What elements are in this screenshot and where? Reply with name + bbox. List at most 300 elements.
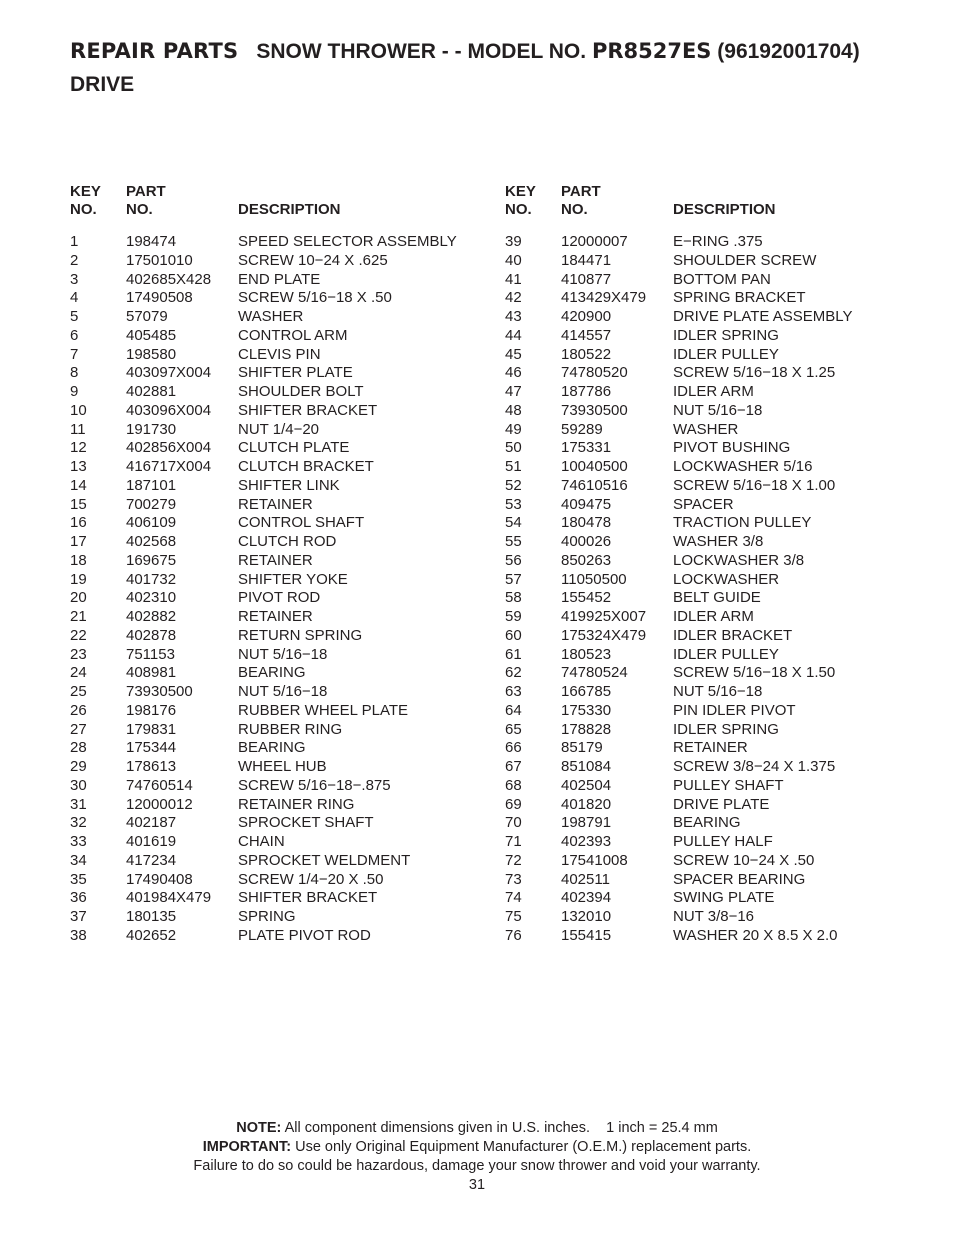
section-title: DRIVE (70, 73, 135, 96)
table-row (505, 683, 935, 702)
key-no: 62 (505, 664, 522, 682)
table-row (505, 814, 935, 833)
description: IDLER BRACKET (673, 626, 793, 644)
key-no: 63 (505, 683, 522, 700)
part-no: 57079 (126, 308, 168, 325)
table-row (505, 252, 935, 271)
table-row (505, 777, 935, 796)
key-no: 76 (505, 926, 522, 944)
part-no: 12000012 (126, 795, 193, 813)
description: SHIFTER BRACKET (238, 401, 378, 419)
key-no: 38 (70, 926, 87, 944)
part-no: 402393 (561, 833, 612, 850)
table-row (505, 477, 935, 496)
table-row (505, 721, 935, 740)
table-row (505, 496, 935, 515)
key-no: 58 (505, 589, 522, 607)
table-row (70, 683, 490, 702)
part-no: 175344 (126, 739, 177, 757)
table-row (505, 589, 935, 608)
table-row (505, 664, 935, 683)
key-no: 52 (505, 476, 522, 494)
table-row (505, 289, 935, 308)
table-row (70, 552, 490, 571)
part-no: 74780524 (561, 664, 628, 682)
description: SPRING (238, 908, 296, 925)
key-no: 17 (70, 533, 87, 550)
key-no: 2 (70, 251, 79, 269)
part-no: 400026 (561, 533, 612, 550)
part-no: 169675 (126, 551, 177, 569)
key-no: 49 (505, 420, 522, 438)
important-label: IMPORTANT: (202, 1139, 292, 1155)
part-no: 402856X004 (126, 439, 212, 457)
description-header: DESCRIPTION (673, 201, 776, 218)
description: RUBBER RING (238, 720, 343, 738)
part-no: 401820 (561, 795, 612, 813)
key-no: 18 (70, 551, 87, 569)
description: WASHER 20 X 8.5 X 2.0 (673, 926, 838, 944)
part-no: 187786 (561, 383, 612, 400)
description: SHIFTER BRACKET (238, 889, 378, 907)
part-no-header: PART NO. (561, 183, 601, 218)
table-row (70, 571, 490, 590)
description: NUT 1/4−20 (238, 420, 320, 438)
description: SCREW 5/16−18 X 1.25 (673, 364, 836, 382)
warning-text: Failure to do so could be hazardous, damage your snow thrower and void your warranty. (193, 1158, 761, 1174)
description-header: DESCRIPTION (238, 201, 341, 218)
key-no: 14 (70, 476, 87, 494)
part-no: 17490408 (126, 870, 193, 888)
key-no: 54 (505, 514, 522, 532)
part-no: 180523 (561, 645, 612, 663)
table-header (505, 183, 935, 219)
table-row (505, 852, 935, 871)
description: SPEED SELECTOR ASSEMBLY (238, 233, 457, 250)
key-no-header: KEY NO. (70, 183, 101, 218)
part-no: 73930500 (561, 401, 628, 419)
part-no: 179831 (126, 720, 177, 738)
part-no: 74780520 (561, 364, 628, 382)
part-no: 413429X479 (561, 289, 647, 307)
part-no: 166785 (561, 683, 612, 700)
table-header (70, 183, 490, 219)
description: NUT 5/16−18 (673, 401, 763, 419)
description: DRIVE PLATE ASSEMBLY (673, 308, 853, 325)
table-row (505, 271, 935, 290)
key-no: 8 (70, 364, 79, 382)
description: RETAINER (238, 551, 313, 569)
part-no: 198176 (126, 701, 177, 719)
key-no: 6 (70, 326, 79, 344)
description: SCREW 3/8−24 X 1.375 (673, 758, 836, 775)
table-row (70, 608, 490, 627)
table-row (505, 439, 935, 458)
key-no: 45 (505, 345, 522, 363)
table-row (505, 552, 935, 571)
description: SPACER BEARING (673, 870, 806, 888)
table-row (505, 702, 935, 721)
part-no: 402504 (561, 776, 612, 794)
part-no: 402685X428 (126, 270, 212, 288)
table-row (70, 271, 490, 290)
table-row (505, 233, 935, 252)
key-no: 3 (70, 270, 79, 288)
key-no: 13 (70, 458, 87, 475)
description: PIVOT BUSHING (673, 439, 791, 457)
page-header (70, 36, 930, 100)
table-row (70, 814, 490, 833)
table-row (70, 871, 490, 890)
table-row (70, 383, 490, 402)
part-no: 175330 (561, 701, 612, 719)
table-row (70, 364, 490, 383)
part-no: 180135 (126, 908, 177, 925)
table-row (505, 364, 935, 383)
description: SCREW 5/16−18 X 1.50 (673, 664, 836, 682)
description: SPRING BRACKET (673, 289, 806, 307)
key-no: 21 (70, 608, 87, 625)
part-no: 180478 (561, 514, 612, 532)
part-no: 155415 (561, 926, 612, 944)
description: E−RING .375 (673, 233, 763, 250)
description: LOCKWASHER 5/16 (673, 458, 813, 475)
description: SCREW 5/16−18−.875 (238, 776, 391, 794)
description: SHOULDER SCREW (673, 251, 817, 269)
part-no: 402881 (126, 383, 177, 400)
table-row (70, 308, 490, 327)
part-no: 409475 (561, 495, 612, 513)
part-no: 402310 (126, 589, 177, 607)
table-row (70, 439, 490, 458)
description: CLEVIS PIN (238, 345, 321, 363)
table-row (70, 589, 490, 608)
table-row (70, 833, 490, 852)
part-no: 410877 (561, 270, 612, 288)
key-no: 71 (505, 833, 522, 850)
key-no: 51 (505, 458, 522, 475)
key-no: 39 (505, 233, 522, 250)
description: SCREW 1/4−20 X .50 (238, 870, 384, 888)
description: IDLER PULLEY (673, 345, 779, 363)
description: PULLEY SHAFT (673, 776, 784, 794)
table-row (505, 871, 935, 890)
description: SCREW 10−24 X .50 (673, 851, 815, 869)
part-no: 402568 (126, 533, 177, 550)
table-row (70, 289, 490, 308)
key-no: 19 (70, 570, 87, 588)
table-row (505, 571, 935, 590)
table-row (505, 327, 935, 346)
model-number: (96192001704) (717, 40, 860, 63)
description: CLUTCH ROD (238, 533, 337, 550)
parts-table-left (70, 183, 490, 944)
product-name: SNOW THROWER - - MODEL NO. (256, 40, 587, 63)
table-row (505, 758, 935, 777)
part-no: 420900 (561, 308, 612, 325)
key-no: 50 (505, 439, 522, 457)
key-no: 68 (505, 776, 522, 794)
table-row (70, 646, 490, 665)
part-no: 419925X007 (561, 608, 647, 625)
key-no: 69 (505, 795, 522, 813)
part-no: 406109 (126, 514, 177, 532)
description: CLUTCH BRACKET (238, 458, 374, 475)
key-no: 1 (70, 233, 79, 250)
table-row (505, 908, 935, 927)
key-no: 72 (505, 851, 522, 869)
table-row (70, 252, 490, 271)
table-row (70, 421, 490, 440)
table-row (505, 533, 935, 552)
description: SHOULDER BOLT (238, 383, 364, 400)
part-no: 402394 (561, 889, 612, 907)
part-no: 73930500 (126, 683, 193, 700)
description: BOTTOM PAN (673, 270, 771, 288)
key-no: 73 (505, 870, 522, 888)
parts-table-right (505, 183, 935, 944)
table-row (505, 608, 935, 627)
description: WASHER (238, 308, 304, 325)
part-no: 10040500 (561, 458, 628, 475)
key-no: 66 (505, 739, 522, 757)
description: BEARING (238, 664, 306, 682)
note-label: NOTE: (236, 1120, 282, 1136)
table-row (505, 889, 935, 908)
table-row (70, 327, 490, 346)
key-no: 61 (505, 645, 522, 663)
table-row (505, 739, 935, 758)
key-no: 20 (70, 589, 87, 607)
conversion-text: 1 inch = 25.4 mm (606, 1120, 718, 1136)
description: BELT GUIDE (673, 589, 761, 607)
part-no: 17490508 (126, 289, 193, 307)
key-no: 41 (505, 270, 522, 288)
description: NUT 3/8−16 (673, 908, 755, 925)
description: PULLEY HALF (673, 833, 773, 850)
part-no: 408981 (126, 664, 177, 682)
part-no: 401619 (126, 833, 177, 850)
part-no: 198580 (126, 345, 177, 363)
description: CHAIN (238, 833, 285, 850)
key-no: 4 (70, 289, 79, 307)
key-no: 22 (70, 626, 87, 644)
part-no: 59289 (561, 420, 603, 438)
key-no: 31 (70, 795, 87, 813)
parts-rows (70, 233, 490, 946)
description: WHEEL HUB (238, 758, 327, 775)
description: RETAINER (238, 608, 313, 625)
description: SCREW 5/16−18 X 1.00 (673, 476, 836, 494)
description: SWING PLATE (673, 889, 775, 907)
key-no: 37 (70, 908, 87, 925)
table-row (505, 421, 935, 440)
description: RETURN SPRING (238, 626, 363, 644)
table-row (70, 458, 490, 477)
part-no: 416717X004 (126, 458, 212, 475)
page-number: 31 (468, 1177, 486, 1193)
table-row (70, 346, 490, 365)
description: NUT 5/16−18 (238, 683, 328, 700)
description: IDLER ARM (673, 608, 754, 625)
table-row (70, 496, 490, 515)
description: SPACER (673, 495, 734, 513)
description: PIN IDLER PIVOT (673, 701, 796, 719)
description: NUT 5/16−18 (673, 683, 763, 700)
description: SCREW 5/16−18 X .50 (238, 289, 392, 307)
part-no: 17501010 (126, 251, 193, 269)
description: WASHER 3/8 (673, 533, 764, 550)
key-no-header: KEY NO. (505, 183, 536, 218)
part-no: 402652 (126, 926, 177, 944)
key-no: 70 (505, 814, 522, 832)
key-no: 11 (70, 420, 86, 438)
table-row (70, 477, 490, 496)
table-row (505, 514, 935, 533)
description: CONTROL ARM (238, 326, 348, 344)
part-no: 191730 (126, 420, 177, 438)
key-no: 24 (70, 664, 87, 682)
key-no: 28 (70, 739, 87, 757)
key-no: 36 (70, 889, 87, 907)
description: CONTROL SHAFT (238, 514, 365, 532)
part-no: 401984X479 (126, 889, 212, 907)
part-no: 178828 (561, 720, 612, 738)
table-row (505, 927, 935, 946)
description: NUT 5/16−18 (238, 645, 328, 663)
table-row (70, 852, 490, 871)
description: SPROCKET WELDMENT (238, 851, 411, 869)
key-no: 15 (70, 495, 87, 513)
table-row (70, 739, 490, 758)
table-row (70, 927, 490, 946)
part-no: 700279 (126, 495, 177, 513)
description: IDLER PULLEY (673, 645, 779, 663)
table-row (70, 721, 490, 740)
note-text: All component dimensions given in U.S. inches. (284, 1120, 591, 1136)
table-row (70, 402, 490, 421)
key-no: 33 (70, 833, 87, 850)
table-row (505, 796, 935, 815)
table-row (505, 627, 935, 646)
table-row (70, 702, 490, 721)
part-no: 180522 (561, 345, 612, 363)
key-no: 7 (70, 345, 79, 363)
part-no: 414557 (561, 326, 612, 344)
key-no: 27 (70, 720, 87, 738)
description: TRACTION PULLEY (673, 514, 812, 532)
key-no: 59 (505, 608, 522, 625)
table-row (505, 646, 935, 665)
page-footer (0, 1119, 954, 1195)
key-no: 46 (505, 364, 522, 382)
table-row (70, 533, 490, 552)
table-row (70, 889, 490, 908)
part-no: 850263 (561, 551, 612, 569)
table-row (505, 402, 935, 421)
description: IDLER SPRING (673, 326, 779, 344)
part-no: 402878 (126, 626, 177, 644)
part-no: 184471 (561, 251, 612, 269)
key-no: 16 (70, 514, 87, 532)
description: SHIFTER PLATE (238, 364, 353, 382)
table-row (70, 796, 490, 815)
part-no: 178613 (126, 758, 177, 775)
table-row (70, 627, 490, 646)
description: RETAINER RING (238, 795, 355, 813)
part-no: 85179 (561, 739, 603, 757)
part-no: 175331 (561, 439, 612, 457)
key-no: 25 (70, 683, 87, 700)
key-no: 56 (505, 551, 522, 569)
description: PIVOT ROD (238, 589, 321, 607)
description: SHIFTER LINK (238, 476, 340, 494)
description: CLUTCH PLATE (238, 439, 350, 457)
key-no: 30 (70, 776, 87, 794)
table-row (505, 833, 935, 852)
part-no: 417234 (126, 851, 177, 869)
note-line (0, 1119, 954, 1138)
important-text: Use only Original Equipment Manufacturer (O.E.M.) replacement parts. (295, 1139, 752, 1155)
description: SCREW 10−24 X .625 (238, 251, 388, 269)
part-no: 402187 (126, 814, 177, 832)
key-no: 47 (505, 383, 522, 400)
key-no: 67 (505, 758, 522, 775)
description: LOCKWASHER (673, 570, 780, 588)
part-no: 11050500 (561, 570, 627, 588)
key-no: 34 (70, 851, 87, 869)
description: RETAINER (673, 739, 748, 757)
key-no: 57 (505, 570, 522, 588)
part-no: 12000007 (561, 233, 628, 250)
description: RUBBER WHEEL PLATE (238, 701, 409, 719)
description: WASHER (673, 420, 739, 438)
key-no: 10 (70, 401, 87, 419)
part-no: 198474 (126, 233, 177, 250)
part-no: 155452 (561, 589, 612, 607)
table-row (505, 308, 935, 327)
key-no: 55 (505, 533, 522, 550)
part-no: 187101 (126, 476, 177, 494)
description: LOCKWASHER 3/8 (673, 551, 805, 569)
table-row (70, 514, 490, 533)
key-no: 75 (505, 908, 522, 925)
description: SHIFTER YOKE (238, 570, 348, 588)
description: BEARING (673, 814, 741, 832)
model-name: PR8527ES (591, 39, 712, 63)
description: PLATE PIVOT ROD (238, 926, 371, 944)
part-no: 405485 (126, 326, 177, 344)
key-no: 40 (505, 251, 522, 269)
part-no: 402882 (126, 608, 177, 625)
description: RETAINER (238, 495, 313, 513)
description: END PLATE (238, 270, 321, 288)
part-no: 403097X004 (126, 364, 212, 382)
important-line (0, 1138, 954, 1157)
part-no: 751153 (126, 645, 175, 663)
key-no: 35 (70, 870, 87, 888)
part-no: 402511 (561, 870, 610, 888)
table-row (505, 346, 935, 365)
table-row (70, 758, 490, 777)
part-no: 175324X479 (561, 626, 647, 644)
repair-parts-heading: REPAIR PARTS (70, 39, 239, 63)
table-row (505, 383, 935, 402)
part-no: 198791 (561, 814, 612, 832)
part-no: 851084 (561, 758, 612, 775)
part-no: 401732 (126, 570, 177, 588)
part-no: 74760514 (126, 776, 193, 794)
